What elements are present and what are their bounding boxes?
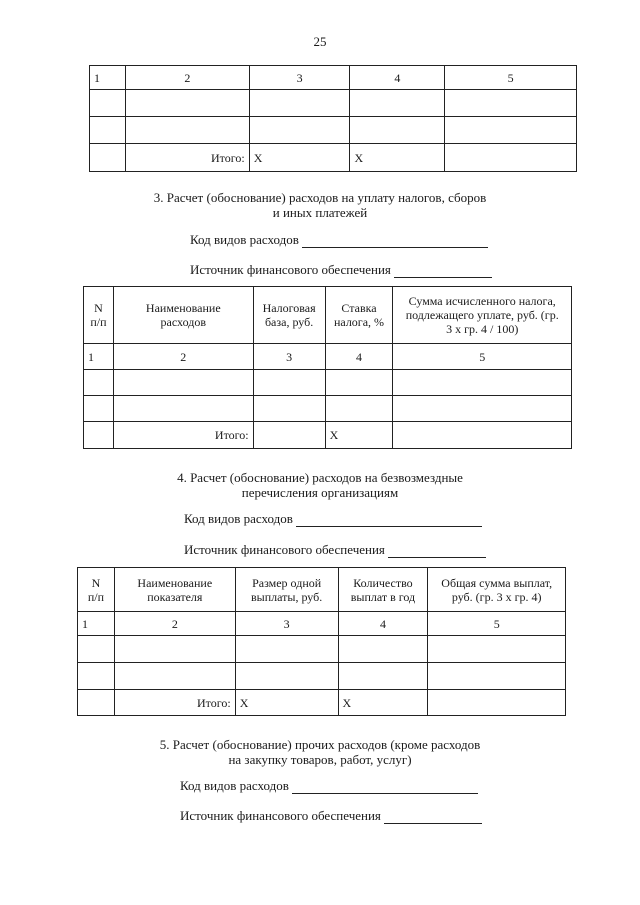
code-input-line[interactable] — [302, 234, 488, 248]
col-num-2: 2 — [125, 66, 249, 90]
source-input-line[interactable] — [384, 810, 482, 824]
source-input-line[interactable] — [394, 264, 492, 278]
header-row — [84, 287, 572, 344]
header-payment: Размер одной выплаты, руб. — [235, 568, 338, 612]
col-num-4: 4 — [338, 612, 428, 636]
col-num-5: 5 — [428, 612, 566, 636]
table-row — [84, 396, 572, 422]
page-number: 25 — [313, 34, 327, 49]
header-num: N п/п — [78, 568, 115, 612]
col-num-2: 2 — [113, 344, 253, 370]
code-label: Код видов расходов — [184, 511, 293, 526]
header-total: Общая сумма выплат, руб. (гр. 3 x гр. 4) — [428, 568, 566, 612]
total-cell-3: X — [235, 690, 338, 716]
total-cell-4: X — [325, 422, 393, 449]
col-num-3: 3 — [249, 66, 350, 90]
total-label: Итого: — [125, 144, 249, 172]
col-num-1: 1 — [78, 612, 115, 636]
table-row — [90, 117, 577, 144]
total-label: Итого: — [114, 690, 235, 716]
source-label: Источник финансового обеспечения — [180, 808, 381, 823]
total-cell-4: X — [338, 690, 428, 716]
total-cell-4: X — [350, 144, 445, 172]
section-4-code-field — [184, 511, 482, 527]
total-label: Итого: — [113, 422, 253, 449]
header-sum: Сумма исчисленного налога, подлежащего уплате, руб. (гр. 3 x гр. 4 / 100) — [393, 287, 572, 344]
column-number-row — [84, 344, 572, 370]
header-num: N п/п — [84, 287, 114, 344]
header-count: Количество выплат в год — [338, 568, 428, 612]
section-5-source-field — [180, 808, 482, 824]
col-num-5: 5 — [393, 344, 572, 370]
source-label: Источник финансового обеспечения — [190, 262, 391, 277]
total-row — [84, 422, 572, 449]
header-name: Наименование расходов — [113, 287, 253, 344]
total-row — [90, 144, 577, 172]
section-3-title-line2: и иных платежей — [272, 205, 368, 220]
section-5-title — [0, 737, 640, 767]
code-label: Код видов расходов — [190, 232, 299, 247]
section-5-title-line2: на закупку товаров, работ, услуг) — [228, 752, 412, 767]
col-num-1: 1 — [84, 344, 114, 370]
section-4-title-line1: 4. Расчет (обоснование) расходов на безвозмездные — [177, 470, 463, 485]
source-label: Источник финансового обеспечения — [184, 542, 385, 557]
total-cell-3: X — [249, 144, 350, 172]
section-4-source-field — [184, 542, 486, 558]
table-row — [78, 636, 566, 663]
taxes-table — [83, 286, 572, 449]
header-base: Налоговая база, руб. — [253, 287, 325, 344]
section-3-source-field — [190, 262, 492, 278]
section-3-code-field — [190, 232, 488, 248]
continuation-table — [89, 65, 577, 172]
column-number-row — [78, 612, 566, 636]
col-num-1: 1 — [90, 66, 126, 90]
column-number-row — [90, 66, 577, 90]
col-num-2: 2 — [114, 612, 235, 636]
source-input-line[interactable] — [388, 544, 486, 558]
col-num-4: 4 — [350, 66, 445, 90]
col-num-5: 5 — [445, 66, 577, 90]
table-row — [78, 663, 566, 690]
section-5-code-field — [180, 778, 478, 794]
section-3-title — [0, 190, 640, 220]
section-5-title-line1: 5. Расчет (обоснование) прочих расходов (кроме расходов — [159, 737, 481, 752]
col-num-3: 3 — [253, 344, 325, 370]
header-rate: Ставка налога, % — [325, 287, 393, 344]
section-3-title-line1: 3. Расчет (обоснование) расходов на уплату налогов, сборов — [153, 190, 487, 205]
total-row — [78, 690, 566, 716]
table-row — [84, 370, 572, 396]
transfers-table — [77, 567, 566, 716]
col-num-3: 3 — [235, 612, 338, 636]
col-num-4: 4 — [325, 344, 393, 370]
table-row — [90, 90, 577, 117]
code-input-line[interactable] — [292, 780, 478, 794]
code-input-line[interactable] — [296, 513, 482, 527]
header-name: Наименование показателя — [114, 568, 235, 612]
section-4-title-line2: перечисления организациям — [241, 485, 399, 500]
header-row — [78, 568, 566, 612]
section-4-title — [0, 470, 640, 500]
code-label: Код видов расходов — [180, 778, 289, 793]
